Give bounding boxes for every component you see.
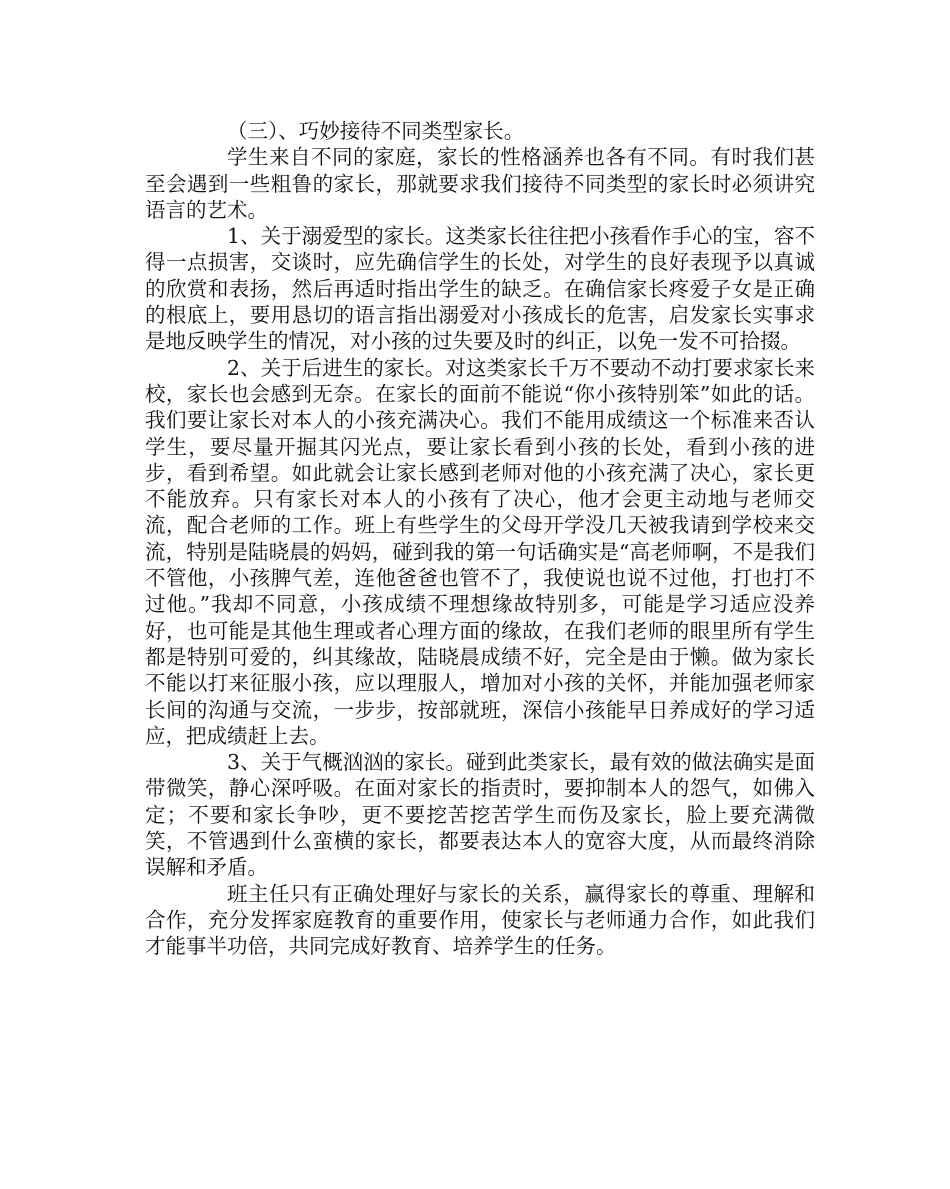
paragraph-underachiever-parents: 2、关于后进生的家长。对这类家长千万不要动不动打要求家长来校，家长也会感到无奈。在家长的面前不能说“你小孩特别笨”如此的话。我们要让家长对本人的小孩充满决心。我们不能用成绩这一个标准来否认学生，要尽量开掘其闪光点，要让家长看到小孩的长处，看到小孩的进步，看到希望。如此就会让家长感到老师对他的小孩充满了决心，家长更不能放弃。只有家长对本人的小孩有了决心，他才会更主动地与老师交流，配合老师的工作。班上有些学生的父母开学没几天被我请到学校来交流，特别是陆晓晨的妈妈，碰到我的第一句话确实是“高老师啊，不是我们不管他，小孩脾气差，连他爸爸也管不了，我使说也说不过他，打也打不过他。”我却不同意，小孩成绩不理想缘故特别多，可能是学习适应没养好，也可能是其他生理或者心理方面的缘故，在我们老师的眼里所有学生都是特别可爱的，纠其缘故，陆晓晨成绩不好，完全是由于懒。做为家长不能以打来征服小孩，应以理服人，增加对小孩的关怀，并能加强老师家长间的沟通与交流，一步步，按部就班，深信小孩能早日养成好的学习适应，把成绩赶上去。 <box>145 355 815 748</box>
section-heading: （三）、巧妙接待不同类型家长。 <box>227 119 525 143</box>
paragraph-conclusion: 班主任只有正确处理好与家长的关系，赢得家长的尊重、理解和合作，充分发挥家庭教育的重要作用，使家长与老师通力合作，如此我们才能事半功倍，共同完成好教育、培养学生的任务。 <box>145 881 815 959</box>
document-body <box>145 118 815 960</box>
paragraph-intro: 学生来自不同的家庭，家长的性格涵养也各有不同。有时我们甚至会遇到一些粗鲁的家长，那就要求我们接待不同类型的家长时必须讲究语言的艺术。 <box>145 145 815 222</box>
paragraph-doting-parents: 1、关于溺爱型的家长。这类家长往往把小孩看作手心的宝，容不得一点损害，交谈时，应先确信学生的长处，对学生的良好表现予以真诚的欣赏和表扬，然后再适时指出学生的缺乏。在确信家长疼爱子女是正确的根底上，要用恳切的语言指出溺爱对小孩成长的危害，启发家长实事求是地反映学生的情况，对小孩的过失要及时的纠正，以免一发不可拾掇。 <box>145 224 815 354</box>
paragraph-aggressive-parents: 3、关于气概汹汹的家长。碰到此类家长，最有效的做法确实是面带微笑，静心深呼吸。在面对家长的指责时，要抑制本人的怨气，如佛入定；不要和家长争吵，更不要挖苦挖苦学生而伤及家长，脸上要充满微笑，不管遇到什么蛮横的家长，都要表达本人的宽容大度，从而最终消除误解和矛盾。 <box>145 750 815 880</box>
